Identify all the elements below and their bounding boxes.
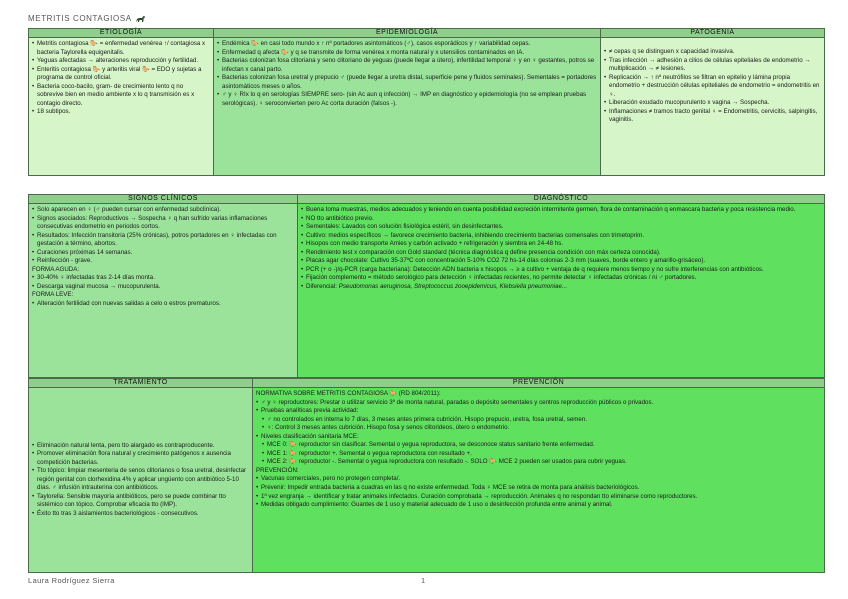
forma-leve-list	[32, 300, 294, 309]
signos-list	[32, 206, 294, 266]
prevencion-list	[256, 475, 821, 509]
epidemiologia-cell	[214, 38, 601, 176]
epidemiologia-list	[217, 40, 597, 108]
forma-aguda-list	[32, 274, 294, 291]
prevencion-title: PREVENCIÓN:	[256, 466, 299, 474]
list-item: • Enteritis contagiosa 🐎 y arteritis viral 🐎 = EDO y sujetas a programa de control oficial.	[32, 66, 210, 83]
list-item: • Prevenir: Impedir entrada bacteria a cuadras en las q no existe enfermedad. Toda ♀ MCE se retira de monta para análisis bacteriológicos.	[256, 484, 821, 493]
header-epidemiologia: EPIDEMIOLOGÍA	[214, 29, 601, 38]
list-item: • Sementales: Lavados con solución fisiológica estéril, sin desinfectantes.	[301, 223, 821, 232]
list-item: • Bacterias colonizan fosa clitoriana y seno clitoriano de yeguas (puede llegar a útero), infertilidad temporal ♀ y en ♀ gestantes, potros se infectan x canal parto.	[217, 57, 597, 74]
diagnostico-cell	[298, 204, 825, 378]
prevencion-cell	[253, 388, 825, 573]
list-item: • Rendimiento test x comparación con Gold standard (técnica diagnóstica q define presencia condición con máx certeza conocida).	[301, 249, 821, 258]
list-item: • 1º vez engranja → identificar y tratar animales infectados. Curación comprobada → reproducción. Animales q no respondan tto eliminarse como reproductores.	[256, 493, 821, 502]
patogenia-list	[604, 48, 821, 125]
list-item: • MCE 1: 🐎 reproductor +. Semental o yegua reproductora con resultado +.	[262, 450, 821, 459]
list-item: • Signos asociados: Reproductivos → Sospecha ♀ q han sufrido varias inflamaciones consecutivas endometrio en periodos cortos.	[32, 215, 294, 232]
header-tratamiento: TRATAMIENTO	[29, 379, 253, 388]
list-item: • Yeguas afectadas → alteraciones reproducción y fertilidad.	[32, 57, 210, 66]
diagnostico-list	[301, 206, 821, 291]
tratamiento-list	[32, 442, 249, 519]
etiologia-cell	[29, 38, 214, 176]
list-item: • ♂ y ♀ reproductores: Prestar o utilizar servicio 3º de monta natural, paradas o depósito sementales y centros reproducción públicos o privados.	[256, 399, 821, 408]
document-title	[28, 13, 146, 24]
list-item: • MCE 2: 🐎 reproductor -. Semental o yegua reproductora con resultado -. SOLO 🐎 MCE 2 pueden ser usados para cubrir yeguas.	[262, 458, 821, 467]
list-item: • Bacterias colonizan fosa uretral y prepucio ♂ (puede llegar a uretra distal, superficie pene y fluidos seminales). Sementales = portadores asintomáticos meses o años.	[217, 74, 597, 91]
niveles-list	[262, 441, 821, 467]
list-item: • Tras infección → adhesión a cilios de células epiteliales de endometrio → multiplicación → ≠ lesiones.	[604, 57, 821, 74]
page-number: 1	[421, 576, 426, 585]
list-item: • Bacteria coco-bacilo, gram- de crecimiento lento q no sobrevive bien en medio ambiente x lo q transmisión es x contagio directo.	[32, 83, 210, 109]
horse-icon	[135, 15, 146, 23]
list-item: • Promover eliminación flora natural y crecimiento patógenos x ausencia competición bacterias.	[32, 450, 249, 467]
list-item: • Fijación complemento = método serológico para detección ♀ infectadas recientes, no permite detectar ♀ infectadas crónicas / ni ♂ portadores.	[301, 274, 821, 283]
list-item: • Replicación → ↑ nº neutrófilos se filtran en epitelio y lámina propia endometrio + destrucción células epiteliales de endometrio = endometritis en ♀.	[604, 74, 821, 100]
list-item: • Medidas obligado cumplimiento: Guantes de 1 uso y material adecuado de 1 uso o desinfección profunda entre animal y animal.	[256, 501, 821, 510]
list-item: • PCR (+ o -)/q-PCR (carga bacteriana): Detección ADN bacteria x hisopos → ≥ a cultivo + ventaja de q requiere menos tiempo y no sufre interferencias con antibióticos.	[301, 266, 821, 275]
niveles-title: • Niveles clasificación sanitaria MCE:	[256, 433, 821, 442]
list-item: • Resultados: Infección transitoria (25% crónicas), potros portadores en ♀ infectadas con gestación a término, abortos.	[32, 232, 294, 249]
header-etiologia: ETIOLOGÍA	[29, 29, 214, 38]
list-item: • Alteración fertilidad con nuevas salidas a celo o estros prematuros.	[32, 300, 294, 309]
list-item: • Pruebas analíticas previa actividad:	[256, 407, 821, 416]
list-item: • Eliminación natural lenta, pero tto alargado es contraproducente.	[32, 442, 249, 451]
footer-author: Laura Rodríguez Sierra	[28, 576, 115, 585]
list-item: • Placas agar chocolate: Cultivo 35-37ºC con concentración 5-10% CO2 72 hs-14 días colonias 2-3 mm (suaves, borde entero y amarillo-grisáceo).	[301, 257, 821, 266]
diferencial-value: Pseudomonas aeruginosa, Streptococcus zooepidemicus, Klebsiella pneumoniae...	[338, 282, 568, 290]
section-etiology-table	[28, 28, 825, 176]
list-item: • Metritis contagiosa 🐎 = enfermedad venérea ↑/ contagiosa x bacteria Taylorella equigenitalis.	[32, 40, 210, 57]
pruebas-list	[262, 416, 821, 433]
header-diagnostico: DIAGNÓSTICO	[298, 195, 825, 204]
forma-aguda-label: FORMA AGUDA:	[32, 265, 80, 273]
list-item: • Endémica 🐎 en casi todo mundo x ↑ nº portadores asintomáticos (♂), casos esporádicos y ↑ variabilidad cepas.	[217, 40, 597, 49]
list-item: • Enfermedad q afecta 🐎 y q se transmite de forma venérea x monta natural y x utensilios contaminados en IA.	[217, 49, 597, 58]
list-item: • Éxito tto tras 3 aislamientos bacteriológicos - consecutivos.	[32, 510, 249, 519]
list-item: • Inflamaciones ≠ tramos tracto genital ♀ = Endometritis, cervicitis, salpingitis, vaginitis.	[604, 108, 821, 125]
diferencial-label: Diferencial:	[306, 282, 337, 290]
list-item: • Taylorella: Sensible mayoría antibióticos, pero se puede combinar tto sistémico con tópico. Comprobar eficacia tto (IMP).	[32, 493, 249, 510]
list-item: • Tto tópico: limpiar mesenteria de senos clitorianos o fosa uretral, desinfectar región genital con clorhexidina 4% y aplicar ungüento con antibiótico 5-10 días. ♂ infusión intrauterina con antibióticos.	[32, 467, 249, 493]
list-item: • ♂ y ♀ RIx lo q en serologías SIEMPRE sero- (sin Ac aun q infección) → IMP en diagnóstico y epidemiología (no se emplean pruebas serológicas). ♀ seroconvierten pero Ac corta duración (falsos -).	[217, 91, 597, 108]
normativa-list	[256, 399, 821, 416]
list-item: • Curaciones próximas 14 semanas.	[32, 249, 294, 258]
list-item: • 18 subtipos.	[32, 108, 210, 117]
list-item: • Hisopos con medio transporte Amies y carbón activado + refrigeración y siembra en 24-48 hs.	[301, 240, 821, 249]
list-item: • Reinfección - grave.	[32, 257, 294, 266]
list-item: • ♀: Control 3 meses antes cubrición. Hisopo fosa y senos clitorideos, útero o endometrio.	[262, 424, 821, 433]
section-signs-table	[28, 194, 825, 378]
header-patogenia: PATOGENIA	[601, 29, 825, 38]
title-text: METRITIS CONTAGIOSA	[28, 14, 132, 23]
section-treatment-table	[28, 378, 825, 573]
etiologia-list	[32, 40, 210, 117]
list-item: • Descarga vaginal mucosa → mucopurulenta.	[32, 283, 294, 292]
patogenia-cell	[601, 38, 825, 176]
list-item: • Solo aparecen en ♀ (♂ pueden cursar con enfermedad subclínica).	[32, 206, 294, 215]
list-item: • ♂ no controlados en interna lo 7 días, 3 meses antes primera cubrición. Hisopo prepucio, uretra, fosa uretral, semen.	[262, 416, 821, 425]
header-prevencion: PREVENCIÓN	[253, 379, 825, 388]
diferencial-item	[301, 283, 821, 292]
list-item: • Vacunas comerciales, pero no protegen completa/.	[256, 475, 821, 484]
list-item: • NO tto antibiótico previo.	[301, 215, 821, 224]
tratamiento-cell	[29, 388, 253, 573]
forma-leve-label: FORMA LEVE:	[32, 291, 74, 299]
list-item: • MCE 0: 🐎 reproductor sin clasificar. Semental o yegua reproductora, se desconoce status sanitario frente enfermedad.	[262, 441, 821, 450]
list-item: • Liberación exudado mucopurulento x vagina → Sospecha.	[604, 99, 821, 108]
list-item: • Buena toma muestras, medios adecuados y teniendo en cuenta posibilidad excreción intermitente germen, flora de contaminación q enmascara bacteria y poca resistencia medio.	[301, 206, 821, 215]
list-item: • Cultivo: medios específicos → favorece crecimiento bacteria, inhibiendo crecimiento bacterias comensales con trimetoprim.	[301, 232, 821, 241]
list-item: • 30-40% ♀ infectadas tras 2-14 días monta.	[32, 274, 294, 283]
signos-cell	[29, 204, 298, 378]
normativa-title: NORMATIVA SOBRE METRITIS CONTAGIOSA 🐎 (RD 804/2011):	[256, 390, 441, 397]
niveles-title-list	[256, 433, 821, 442]
list-item: • ≠ cepas q se distinguen x capacidad invasiva.	[604, 48, 821, 57]
header-signos: SIGNOS CLÍNICOS	[29, 195, 298, 204]
